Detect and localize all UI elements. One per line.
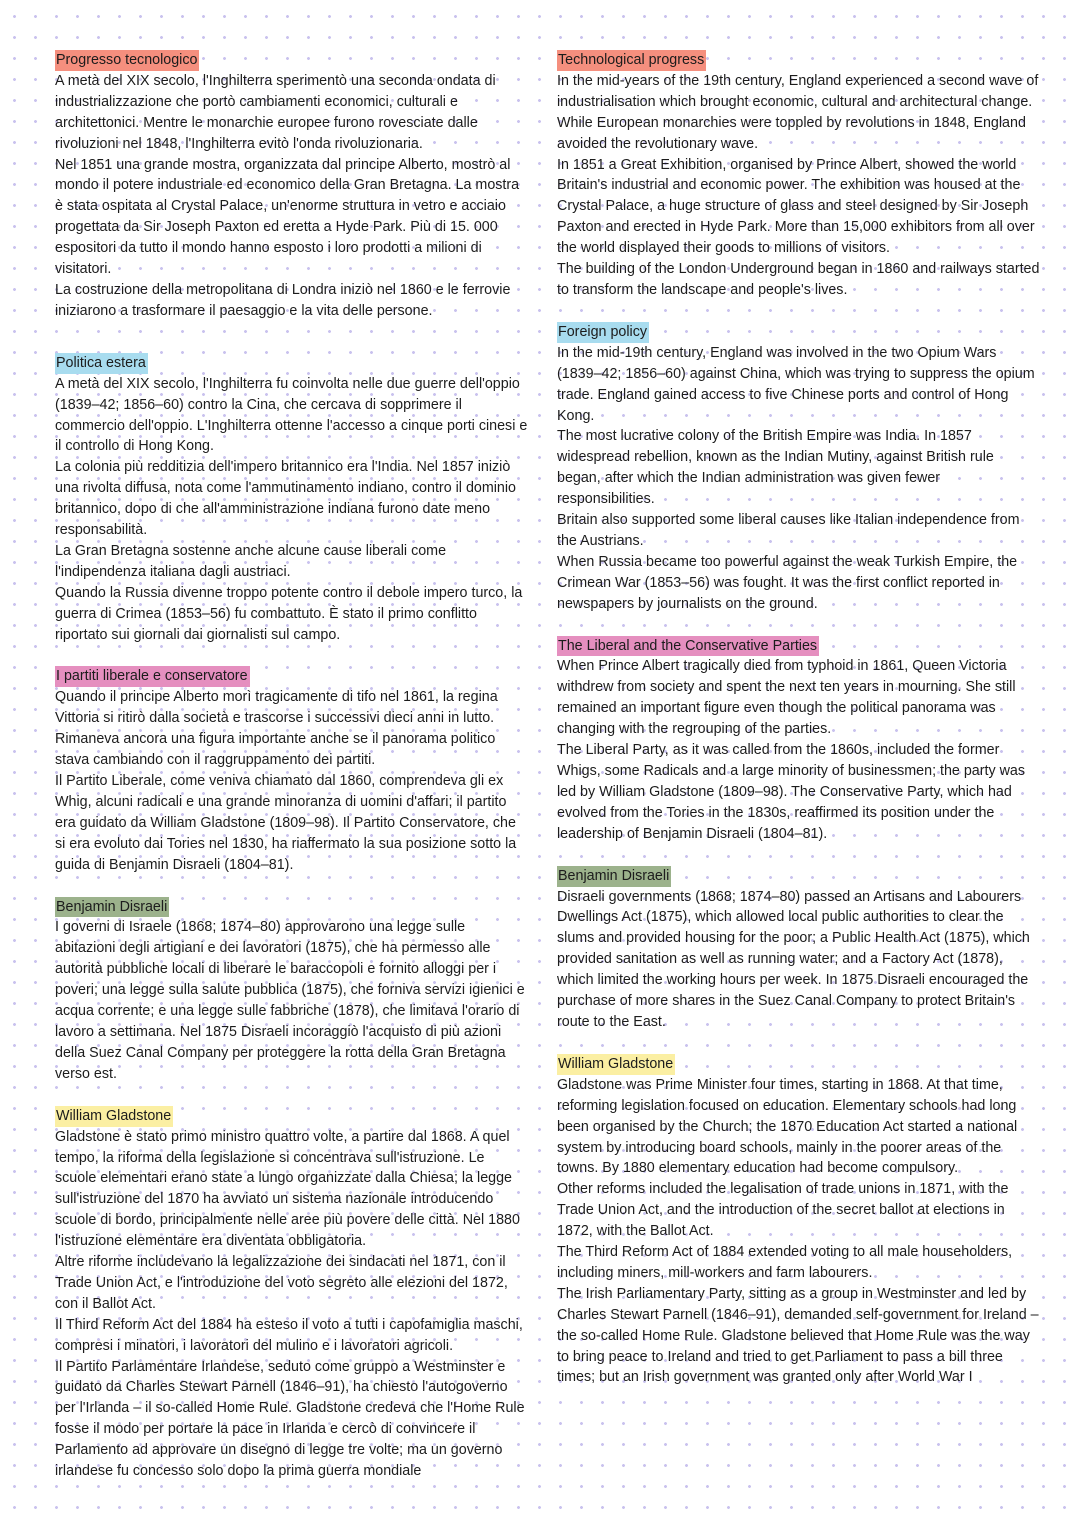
- paragraph: In 1851 a Great Exhibition, organised by Prince Albert, showed the world Britain's industrial and economic power. The exhibition was housed at the Crystal Palace, a huge structure of glass and steel designed by Sir Joseph Paxton and erected in Hyde Park. More than 15,000 exhibitors from all over the world displayed their goods to millions of visitors.: [557, 156, 1035, 257]
- section-heading: The Liberal and the Conservative Parties: [557, 636, 819, 657]
- section-heading: Politica estera: [55, 353, 148, 374]
- section-disraeli-en: [557, 866, 1041, 1033]
- section-gladstone-it: [55, 1106, 529, 1482]
- paragraph: The most lucrative colony of the British Empire was India. In 1857 widespread rebellion, known as the Indian Mutiny, against British rule began, after which the Indian administration was given fewer responsibilities.: [557, 428, 994, 508]
- section-parties-it: [55, 666, 529, 875]
- paragraph: A metà del XIX secolo, l'Inghilterra sperimentò una seconda ondata di industrializzazione che portò cambiamenti economici, culturali e architettonici. Mentre le monarchie europee furono rovesciate dalle rivoluzioni nel 1848, l'Inghilterra evitò l'onda rivoluzionaria.: [55, 72, 496, 152]
- paragraph: Nel 1851 una grande mostra, organizzata dal principe Alberto, mostrò al mondo il potere industriale ed economico della Gran Bretagna. La mostra è stata ospitata al Crystal Palace, un'enorme struttura in vetro e acciaio progettata da Sir Joseph Paxton ed eretta a Hyde Park. Più di 15. 000 espositori da tutto il mondo hanno esposto i loro prodotti a milioni di visitatori.: [55, 156, 520, 278]
- paragraph: Gladstone è stato primo ministro quattro volte, a partire dal 1868. A quel tempo, la riforma della legislazione si concentrava sull'istruzione. Le scuole elementari erano state a lungo organizzate dalla Chiesa; la legge sull'istruzione del 1870 ha avviato un sistema nazionale introducendo scuole di bordo, principalmente nelle aree più povere delle città. Nel 1880 l'istruzione elementare era diventata obbligatoria.: [55, 1128, 520, 1250]
- paragraph: La costruzione della metropolitana di Londra iniziò nel 1860 e le ferrovie iniziarono a trasformare il paesaggio e la vita delle persone.: [55, 281, 511, 319]
- paragraph: When Russia became too powerful against the weak Turkish Empire, the Crimean War (1853–56) was fought. It was the first conflict reported in newspapers by journalists on the ground.: [557, 553, 1018, 612]
- section-heading: Technological progress: [557, 50, 706, 71]
- section-heading: Progresso tecnologico: [55, 50, 199, 71]
- section-heading: Benjamin Disraeli: [55, 897, 169, 918]
- paragraph: The building of the London Underground began in 1860 and railways started to transform the landscape and people's lives.: [557, 261, 1040, 298]
- section-tech-en: [557, 50, 1041, 301]
- paragraph: Quando la Russia divenne troppo potente contro il debole impero turco, la guerra di Crimea (1853–56) fu combattuto. È stato il primo conflitto riportato sui giornali dai giornalisti sul campo.: [55, 584, 523, 643]
- paragraph: The Third Reform Act of 1884 extended voting to all male householders, including miners, mill-workers and farm labourers.: [557, 1244, 1013, 1281]
- paragraph: La colonia più redditizia dell'impero britannico era l'India. Nel 1857 iniziò una rivolta diffusa, nota come l'ammutinamento indiano, contro il dominio britannico, dopo di che all'amministrazione indiana furono date meno responsabilità.: [55, 459, 517, 539]
- paragraph: I governi di Israele (1868; 1874–80) approvarono una legge sulle abitazioni degli artigiani e dei lavoratori (1875), che ha permesso alle autorità pubbliche locali di liberare le baraccopoli e fornito alloggi per i poveri; una legge sulla salute pubblica (1875), che forniva servizi igienici e acqua corrente; e una legge sulle fabbriche (1878), che limitava l'orario di lavoro a settimana. Nel 1875 Disraeli incoraggiò l'acquisto di più azioni della Suez Canal Company per proteggere la rotta della Gran Bretagna verso est.: [55, 919, 525, 1082]
- paragraph: Altre riforme includevano la legalizzazione dei sindacati nel 1871, con il Trade Union Act, e l'introduzione del voto segreto alle elezioni del 1872, con il Ballot Act.: [55, 1254, 508, 1312]
- section-heading: Foreign policy: [557, 322, 649, 343]
- paragraph: Other reforms included the legalisation of trade unions in 1871, with the Trade Union Act, and the introduction of the secret ballot at elections in 1872, with the Ballot Act.: [557, 1181, 1009, 1240]
- section-foreign-it: [55, 353, 529, 646]
- paragraph: Britain also supported some liberal causes like Italian independence from the Austrians.: [557, 512, 1020, 549]
- paragraph: The Irish Parliamentary Party, sitting as a group in Westminster and led by Charles Stewart Parnell (1846–91), demanded self-government for Ireland – the so-called Home Rule. Gladstone believed that Home Rule was the way to bring peace to Ireland and tried to get Parliament to pass a bill three times; but an Irish government was granted only after World War I: [557, 1285, 1039, 1386]
- section-disraeli-it: [55, 897, 529, 1085]
- section-foreign-en: [557, 322, 1041, 615]
- section-tech-it: [55, 50, 529, 322]
- paragraph: Il Partito Parlamentare Irlandese, seduto come gruppo a Westminster e guidato da Charles Stewart Parnell (1846–91), ha chiesto l'autogoverno per l'Irlanda – il so-called Home Rule. Gladstone credeva che l'Home Rule fosse il modo per portare la pace in Irlanda e cercò di convincere il Parlamento ad approvare un disegno di legge tre volte; ma un governo irlandese fu concesso solo dopo la prima guerra mondiale: [55, 1358, 525, 1480]
- section-heading: William Gladstone: [55, 1106, 173, 1127]
- paragraph: When Prince Albert tragically died from typhoid in 1861, Queen Victoria withdrew from society and spent the next ten years in mourning. She still remained an important figure even though the political panorama was changing with the regrouping of the parties.: [557, 658, 1016, 738]
- paragraph: In the mid-years of the 19th century, England experienced a second wave of industrialisation which brought economic, cultural and architectural change. While European monarchies were toppled by revolutions in 1848, England avoided the revolutionary wave.: [557, 72, 1039, 152]
- paragraph: A metà del XIX secolo, l'Inghilterra fu coinvolta nelle due guerre dell'oppio (1839–42; 1856–60) contro la Cina, che cercava di sopprimere il commercio dell'oppio. L'Inghilterra ottenne l'accesso a cinque porti cinesi e il controllo di Hong Kong.: [55, 375, 528, 455]
- paragraph: Il Third Reform Act del 1884 ha esteso il voto a tutti i capofamiglia maschi, compresi i minatori, i lavoratori del mulino e i lavoratori agricoli.: [55, 1316, 523, 1354]
- paragraph: The Liberal Party, as it was called from the 1860s, included the former Whigs, some Radicals and a large minority of businessmen; the party was led by William Gladstone (1809–98). The Conservative Party, which had evolved from the Tories in the 1830s, reaffirmed its position under the leadership of Benjamin Disraeli (1804–81).: [557, 742, 1026, 842]
- paragraph: In the mid-19th century, England was involved in the two Opium Wars (1839–42; 1856–60) against China, which was trying to suppress the opium trade. England gained access to five Chinese ports and control of Hong Kong.: [557, 344, 1035, 424]
- section-parties-en: [557, 636, 1041, 845]
- section-heading: Benjamin Disraeli: [557, 866, 671, 887]
- italian-column: [55, 50, 529, 1482]
- section-gladstone-en: [557, 1054, 1041, 1389]
- section-heading: I partiti liberale e conservatore: [55, 666, 250, 687]
- english-column: [557, 50, 1041, 1388]
- section-heading: William Gladstone: [557, 1054, 675, 1075]
- paragraph: Quando il principe Alberto morì tragicamente di tifo nel 1861, la regina Vittoria si ritirò dalla società e trascorse i successivi dieci anni in lutto. Rimaneva ancora una figura importante anche se il panorama politico stava cambiando con il raggruppamento dei partiti.: [55, 689, 498, 769]
- paragraph: Il Partito Liberale, come veniva chiamato dal 1860, comprendeva gli ex Whig, alcuni radicali e una grande minoranza di uomini d'affari; il partito era guidato da William Gladstone (1809–98). Il Partito Conservatore, che si era evoluto dai Tories nel 1830, ha riaffermato la sua posizione sotto la guida di Benjamin Disraeli (1804–81).: [55, 773, 517, 873]
- paragraph: Disraeli governments (1868; 1874–80) passed an Artisans and Labourers Dwellings Act (1875), which allowed local public authorities to clear the slums and provided housing for the poor; a Public Health Act (1875), which provided sanitation as well as running water; and a Factory Act (1878), which limited the working hours per week. In 1875 Disraeli encouraged the purchase of more shares in the Suez Canal Company to protect Britain's route to the East.: [557, 888, 1030, 1030]
- paragraph: La Gran Bretagna sostenne anche alcune cause liberali come l'indipendenza italiana dagli austriaci.: [55, 542, 447, 580]
- paragraph: Gladstone was Prime Minister four times, starting in 1868. At that time, reforming legislation focused on education. Elementary schools had long been organised by the Church; the 1870 Education Act started a national system by introducing board schools, mainly in the poorer areas of the towns. By 1880 elementary education had become compulsory.: [557, 1076, 1018, 1177]
